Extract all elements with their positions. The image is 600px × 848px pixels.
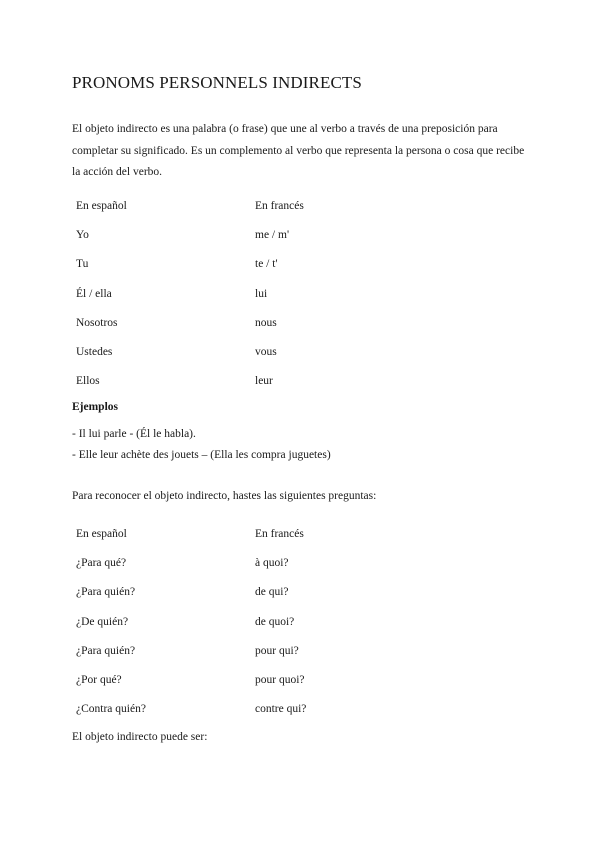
cell-spanish: Ellos — [76, 375, 100, 388]
cell-spanish: ¿Para qué? — [76, 557, 127, 570]
cell-french: te / t' — [255, 258, 278, 271]
questions-intro: Para reconocer el objeto indirecto, hastes las siguientes preguntas: — [72, 490, 377, 502]
cell-spanish: ¿Contra quién? — [76, 703, 146, 716]
cell-french: contre qui? — [255, 703, 307, 716]
cell-french: me / m' — [255, 229, 290, 242]
cell-french: lui — [255, 287, 268, 300]
page-title: PRONOMS PERSONNELS INDIRECTS — [72, 73, 362, 92]
closing-line: El objeto indirecto puede ser: — [72, 731, 208, 743]
header-french: En francés — [255, 200, 304, 212]
cell-french: vous — [255, 345, 277, 358]
cell-french: de quoi? — [255, 615, 295, 628]
header-spanish: En español — [76, 200, 127, 212]
cell-spanish: Yo — [76, 229, 89, 242]
cell-french: à quoi? — [255, 557, 289, 570]
intro-paragraph: El objeto indirecto es una palabra (o frase) que une al verbo a través de una preposición para completar su significado. Es un complemento al verbo que representa la persona o cosa que recibe la acción del verbo. — [72, 123, 525, 178]
cell-french: pour qui? — [255, 644, 299, 657]
cell-spanish: Tu — [76, 258, 89, 271]
cell-spanish: ¿Por qué? — [76, 673, 122, 686]
cell-spanish: ¿Para quién? — [76, 586, 136, 599]
cell-french: nous — [255, 316, 277, 329]
header-spanish: En español — [76, 528, 127, 540]
cell-spanish: Él / ella — [76, 287, 112, 300]
list-item: - Elle leur achète des jouets – (Ella les compra juguetes) — [72, 448, 331, 461]
cell-french: de qui? — [255, 586, 289, 599]
examples-heading: Ejemplos — [72, 401, 118, 413]
cell-spanish: ¿Para quién? — [76, 644, 136, 657]
header-french: En francés — [255, 528, 304, 540]
list-item: - Il lui parle - (Él le habla). — [72, 428, 196, 440]
cell-spanish: ¿De quién? — [76, 615, 129, 628]
cell-spanish: Ustedes — [76, 345, 113, 358]
examples-list — [72, 424, 331, 465]
cell-spanish: Nosotros — [76, 316, 118, 329]
cell-french: leur — [255, 375, 273, 388]
cell-french: pour quoi? — [255, 673, 305, 686]
